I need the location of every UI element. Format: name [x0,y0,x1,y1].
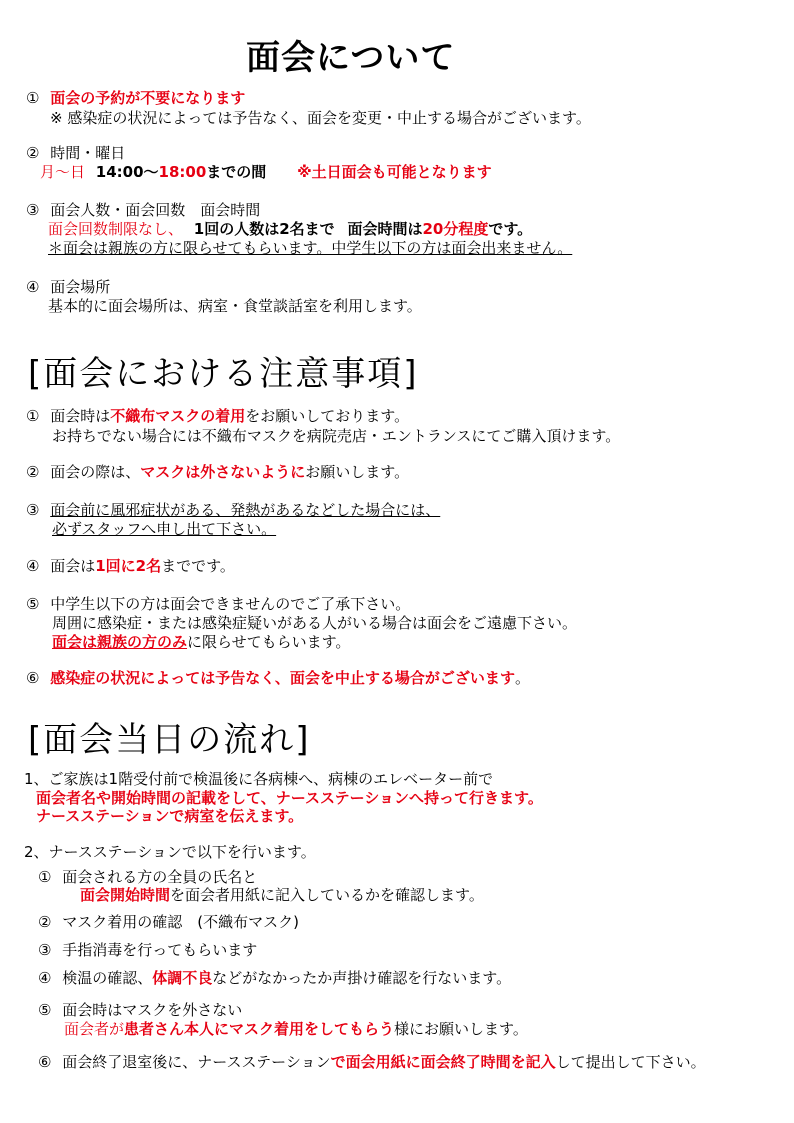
about-item-2 [26,143,125,163]
flow-substep-4 [38,968,511,988]
item-number: ③ [38,941,52,959]
item-number: ④ [26,557,40,575]
item-number: ⑥ [26,669,40,687]
mask-required: 不織布マスクの着用 [110,407,246,425]
patient-highlight: 患者さん本人 [124,1020,215,1038]
caution-5-line3 [52,632,350,652]
caution-text: 面会の際は、 [50,463,141,481]
flow-step1-line1: 1、ご家族は1階受付前で検温後に各病棟へ、病棟のエレベーター前で [24,770,494,788]
caution-text: 面会は [50,557,96,575]
substep-text-end: して提出して下さい。 [555,1053,706,1071]
end-time-highlight: で面会用紙に面会終了時間を記入 [330,1053,556,1071]
item-number: ② [26,463,40,481]
visit-limits [48,219,532,239]
mask-wear-highlight: にマスク着用をしてもらう [214,1020,395,1038]
substep-text-end: 様にお願いします。 [394,1020,528,1038]
flow-substep-6 [38,1052,706,1072]
caution-1 [26,406,409,426]
visitor-text: 面会者が [64,1020,125,1038]
substep-text: マスク着用の確認 (不織布マスク) [62,913,299,931]
item-number: ③ [26,201,40,219]
item-number: ② [38,913,52,931]
flow-step1-line3: ナースステーションで病室を伝えます。 [36,807,304,825]
visiting-hours [40,162,492,182]
flow-substep-2 [38,912,299,932]
item-number: ④ [38,969,52,987]
flow-substep-1 [38,867,257,887]
relatives-only: 面会は親族の方のみ [52,633,188,651]
about-item-3 [26,200,260,220]
flow-step2-intro: 2、ナースステーションで以下を行います。 [24,843,316,861]
substep-text-end: を面会者用紙に記入しているかを確認します。 [170,886,484,904]
caution-4 [26,556,235,576]
substep-text: 検温の確認、 [62,969,153,987]
caution-text-end: までです。 [161,557,235,575]
caution-6 [26,668,530,688]
item-number: ③ [26,501,40,519]
about-item-1-note: ※ 感染症の状況によっては予告なく、面会を変更・中止する場合がございます。 [50,109,591,127]
flow-substep-1-line2 [80,885,484,905]
cautions-heading: [面会における注意事項] [28,354,419,394]
item-number: ④ [26,278,40,296]
substep-text-end: などがなかったか声掛け確認を行ないます。 [212,969,512,987]
caution-3-line2: 必ずスタッフへ申し出て下さい。 [52,520,277,538]
item-label: 面会人数・面会回数 面会時間 [50,201,261,219]
visit-duration-end: です。 [488,220,533,238]
visiting-time-start: 14:00〜 [95,163,159,181]
visit-count-limit: 面会回数制限なし、 [48,220,184,238]
keep-mask-on: マスクは外さないように [140,463,306,481]
caution-5-line2: 周囲に感染症・または感染症疑いがある人がいる場合は面会をご遠慮下さい。 [52,614,578,632]
caution-5-line1: 中学生以下の方は面会できませんのでご了承下さい。 [50,595,411,613]
weekend-note: ※土日面会も可能となります [297,163,492,181]
visiting-time-suffix: までの間 [206,163,267,181]
visit-people-limit: 1回の人数は2名まで [193,220,335,238]
substep-text: 面会時はマスクを外さない [62,1001,243,1019]
cancellation-warning: 感染症の状況によっては予告なく、面会を中止する場合がございます [50,669,515,687]
item-number: ① [26,407,40,425]
flow-substep-3 [38,940,257,960]
flow-heading: [面会当日の流れ] [28,720,311,760]
item-number: ① [38,868,52,886]
visit-duration-label: 面会時間は [347,220,423,238]
flow-substep-5-line2 [64,1019,528,1039]
substep-text: 面会終了退室後に、ナースステーション [62,1053,331,1071]
item-number: ⑤ [38,1001,52,1019]
item-number: ⑤ [26,595,40,613]
item-number: ② [26,144,40,162]
visiting-time-end: 18:00 [158,163,207,181]
flow-substep-5 [38,1000,242,1020]
two-people-limit: 1回に2名 [95,557,162,575]
visit-location-text: 基本的に面会場所は、病室・食堂談話室を利用します。 [48,297,422,315]
no-reservation-text: 面会の予約が不要になります [50,89,246,107]
caution-text: 面会時は [50,407,111,425]
caution-5 [26,594,410,614]
item-number: ① [26,89,40,107]
caution-text-end: をお願いしております。 [245,407,410,425]
caution-6-end: 。 [514,669,530,687]
about-item-4 [26,277,110,297]
caution-1-line2: お持ちでない場合には不織布マスクを病院売店・エントランスにてご購入頂けます。 [52,427,621,445]
substep-text: 面会される方の全員の氏名と [62,868,258,886]
relatives-only-note: ＊面会は親族の方に限らせてもらいます。中学生以下の方は面会出来ません。 [48,239,573,257]
caution-3 [26,500,440,520]
caution-2 [26,462,409,482]
substep-text: 手指消毒を行ってもらいます [62,941,258,959]
caution-text-end: お願いします。 [305,463,410,481]
visiting-days: 月〜日 [40,163,86,181]
flow-step1-line2: 面会者名や開始時間の記載をして、ナースステーションへ持って行きます。 [36,789,543,807]
visit-duration: 20分程度 [422,220,489,238]
start-time-highlight: 面会開始時間 [80,886,171,904]
page-title: 面会について [246,38,456,78]
caution-5-line3-end: に限らせてもらいます。 [187,633,351,651]
item-number: ⑥ [38,1053,52,1071]
about-item-1 [26,88,245,108]
caution-3-line1: 面会前に風邪症状がある、発熱があるなどした場合には、 [50,501,441,519]
item-label: 面会場所 [50,278,111,296]
poor-health-highlight: 体調不良 [152,969,213,987]
item-label: 時間・曜日 [50,144,126,162]
